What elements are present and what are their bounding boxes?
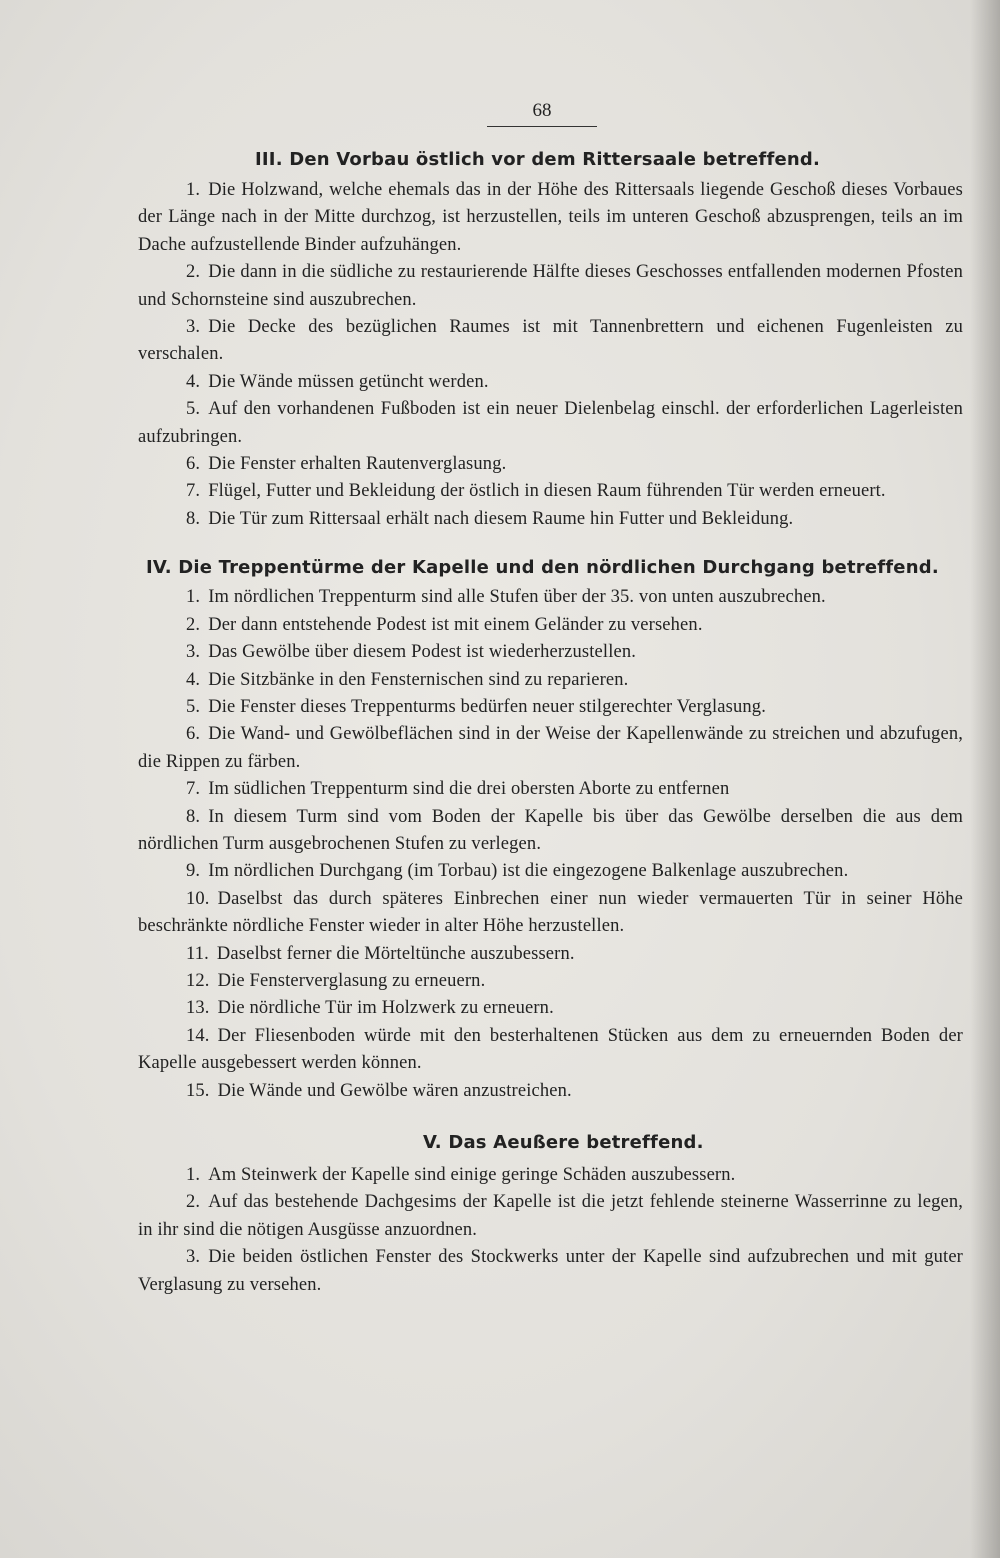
section-heading-v: V. Das Aeußere betreffend. (423, 1132, 704, 1153)
list-item: 2. Der dann entstehende Podest ist mit einem Geländer zu versehen. (186, 614, 703, 635)
page-number-rule (487, 126, 597, 127)
list-item: 3. Das Gewölbe über diesem Podest ist wiederherzustellen. (186, 642, 637, 663)
list-item: 9. Im nördlichen Durchgang (im Torbau) ist die eingezogene Balkenlage auszubrechen. (186, 861, 849, 882)
list-item: 1. Die Holzwand, welche ehemals das in der Höhe des Rittersaals liegende Geschoß dieses Vorbaues der Länge nach in der Mitte durchzog, ist herzustellen, teils im unteren Geschoß abzusprengen, teils an im Dache aufzustellende Binder aufzuhängen. (138, 180, 963, 255)
list-item: 1. Am Steinwerk der Kapelle sind einige geringe Schäden auszubessern. (186, 1165, 736, 1185)
document-body (138, 140, 963, 1299)
list-item: 8. Die Tür zum Rittersaal erhält nach diesem Raume hin Futter und Bekleidung. (186, 508, 794, 529)
list-item: 5. Auf den vorhandenen Fußboden ist ein neuer Dielenbelag einschl. der erforderlichen Lagerleisten aufzubringen. (138, 399, 963, 447)
list-item: 2. Die dann in die südliche zu restaurierende Hälfte dieses Geschosses entfallenden modernen Pfosten und Schornsteine sind auszubrechen. (138, 262, 963, 310)
list-item: 15. Die Wände und Gewölbe wären anzustreichen. (186, 1080, 572, 1101)
list-item: 12. Die Fensterverglasung zu erneuern. (186, 970, 486, 991)
list-item: 6. Die Wand- und Gewölbeflächen sind in der Weise der Kapellenwände zu streichen und abzufugen, die Rippen zu färben. (138, 724, 963, 772)
list-item: 14. Der Fliesenboden würde mit den besterhaltenen Stücken aus dem zu erneuernden Boden der Kapelle ausgebessert werden können. (138, 1025, 963, 1074)
list-item: 8. In diesem Turm sind vom Boden der Kapelle bis über das Gewölbe derselben die aus dem nördlichen Turm ausgebrochenen Stufen zu verlegen. (138, 806, 963, 854)
list-item: 11. Daselbst ferner die Mörteltünche auszubessern. (186, 943, 575, 964)
list-item: 7. Im südlichen Treppenturm sind die drei obersten Aborte zu entfernen (186, 779, 730, 800)
list-item: 3. Die Decke des bezüglichen Raumes ist mit Tannenbrettern und eichenen Fugenleisten zu verschalen. (138, 317, 963, 365)
list-item: 3. Die beiden östlichen Fenster des Stockwerks unter der Kapelle sind aufzubrechen und mit guter Verglasung zu versehen. (138, 1247, 963, 1295)
list-item: 1. Im nördlichen Treppenturm sind alle Stufen über der 35. von unten auszubrechen. (186, 587, 826, 608)
list-item: 7. Flügel, Futter und Bekleidung der östlich in diesen Raum führenden Tür werden erneuert. (186, 481, 886, 502)
section-heading-iv: IV. Die Treppentürme der Kapelle und den nördlichen Durchgang betreffend. (146, 557, 939, 579)
list-item: 2. Auf das bestehende Dachgesims der Kapelle ist die jetzt fehlende steinerne Wasserrinne zu legen, in ihr sind die nötigen Ausgüsse anzuordnen. (138, 1192, 963, 1240)
section-heading-iii: III. Den Vorbau östlich vor dem Rittersaale betreffend. (255, 149, 821, 170)
list-item: 13. Die nördliche Tür im Holzwerk zu erneuern. (186, 998, 554, 1019)
list-item: 4. Die Wände müssen getüncht werden. (186, 371, 489, 392)
list-item: 4. Die Sitzbänke in den Fensternischen sind zu reparieren. (186, 669, 629, 690)
page-number: 68 (532, 100, 552, 121)
list-item: 10. Daselbst das durch späteres Einbrechen einer nun wieder vermauerten Tür in seiner Höhe beschränkte nördliche Fenster wieder in alter Höhe herzustellen. (138, 888, 963, 937)
list-item: 6. Die Fenster erhalten Rautenverglasung. (186, 454, 507, 475)
page-edge-shadow (970, 0, 1000, 1558)
list-item: 5. Die Fenster dieses Treppenturms bedürfen neuer stilgerechter Verglasung. (186, 696, 766, 717)
